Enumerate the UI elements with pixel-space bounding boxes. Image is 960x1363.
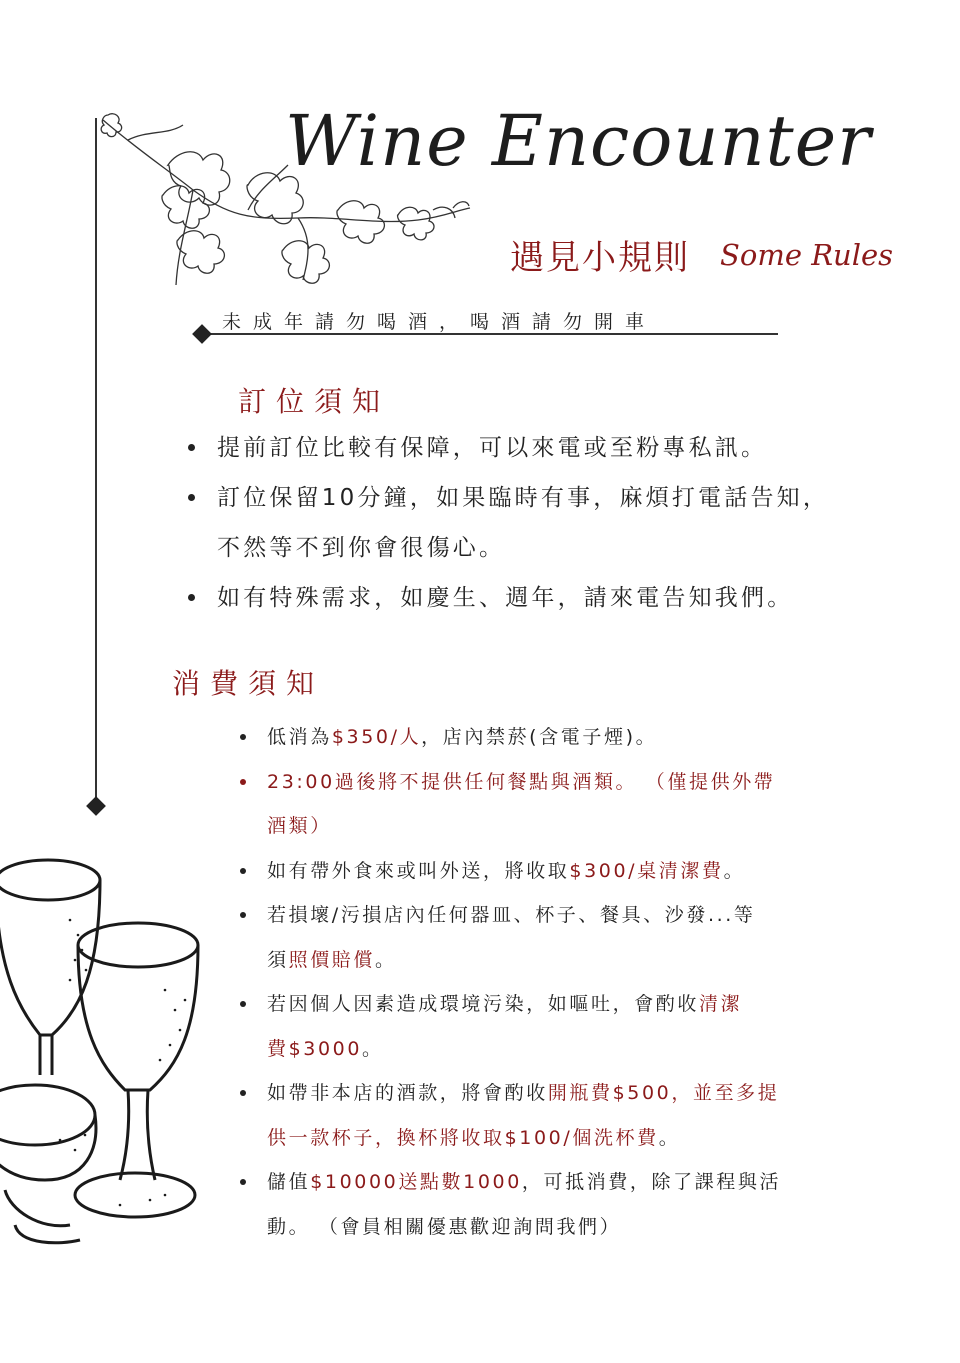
rule-text: 訂位保留10分鐘，如果臨時有事，麻煩打電話告知， (217, 485, 830, 511)
bullet-icon (188, 594, 195, 601)
rule-text: 須 (267, 948, 289, 971)
bullet-icon (188, 444, 195, 451)
bullet-icon (240, 912, 246, 918)
rule-text-continued: 動。 （會員相關優惠歡迎詢問我們） (267, 1215, 622, 1238)
wine-glasses-illustration (0, 850, 215, 1250)
list-item (188, 473, 928, 573)
rule-text: 若因個人因素造成環境污染，如嘔吐，會酌收 (267, 993, 700, 1015)
subtitle-english: Some Rules (720, 238, 894, 272)
rule-text: 如有特殊需求，如慶生、週年，請來電告知我們。 (217, 585, 794, 611)
rule-text: 。 (723, 859, 746, 882)
minimum-charge: $350/人 (331, 726, 422, 748)
list-item (240, 715, 930, 760)
bullet-icon (240, 734, 246, 740)
rule-text-continued: 酒類） (267, 815, 332, 837)
booking-rules-list (188, 423, 928, 623)
list-item (240, 893, 930, 982)
list-item (240, 760, 930, 849)
bullet-icon (240, 1090, 246, 1096)
cleaning-fee: $300/桌清潔費 (569, 859, 724, 882)
page-title: Wine Encounter (285, 100, 872, 182)
spending-section-title: 消費須知 (172, 667, 325, 700)
rule-text: 低消為 (267, 726, 332, 748)
notice-underline (203, 333, 778, 335)
stored-value-offer: $10000送點數1000 (310, 1171, 522, 1193)
corkage-fee: 開瓶費$500，並至多提 (547, 1082, 780, 1104)
rule-text: ，可抵消費，除了課程與活 (521, 1171, 782, 1193)
diamond-ornament (86, 796, 106, 816)
booking-section-title: 訂位須知 (238, 385, 391, 418)
cleaning-fee: 清潔 (699, 993, 743, 1015)
rule-text: 。 (658, 1126, 681, 1149)
bullet-icon (240, 1001, 246, 1007)
rule-text: 23:00過後將不提供任何餐點與酒類。 （僅提供外帶 (267, 770, 776, 793)
list-item (240, 1071, 930, 1160)
rule-text: 。 (362, 1037, 384, 1060)
drinking-notice: 未成年請勿喝酒，喝酒請勿開車 (222, 311, 657, 333)
spending-rules-list (240, 715, 930, 1249)
rule-text: 如有帶外食來或叫外送，將收取 (267, 859, 570, 882)
list-item (240, 849, 930, 894)
rule-text: 提前訂位比較有保障，可以來電或至粉專私訊。 (217, 435, 768, 461)
list-item (240, 982, 930, 1071)
compensation-note: 照價賠償 (288, 948, 376, 971)
rule-text-continued: 不然等不到你會很傷心。 (217, 535, 506, 561)
diamond-ornament (192, 324, 212, 344)
rule-text: 。 (375, 948, 397, 971)
list-item (188, 423, 928, 473)
rule-text: 若損壞/污損店內任何器皿、杯子、餐具、沙發...等 (267, 904, 756, 926)
bullet-icon (240, 779, 246, 785)
vertical-rule (95, 118, 97, 808)
list-item (188, 573, 928, 623)
bullet-icon (240, 1179, 246, 1185)
bullet-icon (188, 494, 195, 501)
rule-text: 如帶非本店的酒款，將會酌收 (267, 1082, 548, 1104)
list-item (240, 1160, 930, 1249)
subtitle-chinese: 遇見小規則 (510, 238, 690, 278)
cleaning-fee-amount: 費$3000 (267, 1037, 363, 1060)
rule-text: 儲值 (267, 1171, 311, 1193)
bullet-icon (240, 868, 246, 874)
glass-fee: 供一款杯子，換杯將收取$100/個洗杯費 (267, 1126, 659, 1149)
rule-text: ，店內禁菸(含電子煙)。 (421, 726, 658, 748)
